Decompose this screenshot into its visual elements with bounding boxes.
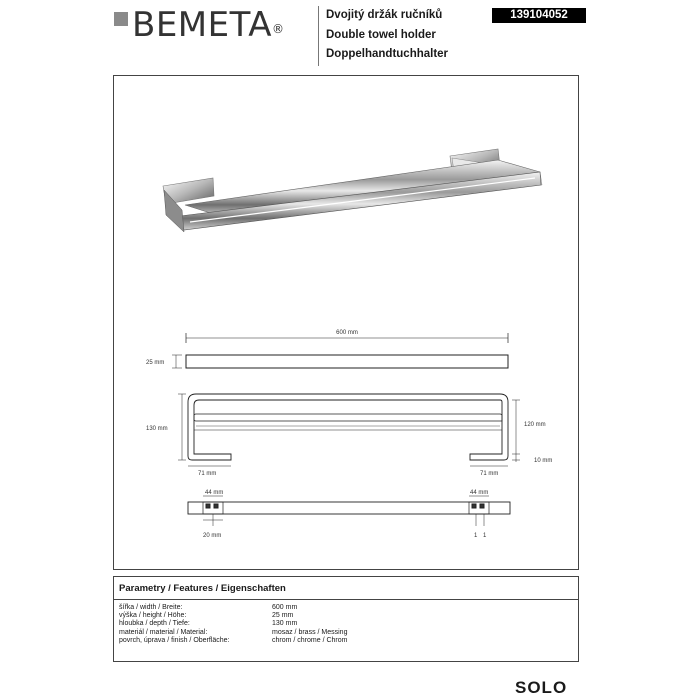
table-row [119,637,347,645]
width-dimension: 600 mm [336,330,358,336]
param-value: 130 mm [272,620,298,628]
back-view [188,496,510,526]
title-czech: Dvojitý držák ručníků [326,9,443,21]
title-german: Doppelhandtuchhalter [326,48,449,60]
product-code-badge: 139104052 [492,8,586,23]
table-row [119,604,347,612]
param-label: hloubka / depth / Tiefe: [119,620,190,628]
title-english: Double towel holder [326,28,436,41]
product-photo [163,149,542,232]
left-mount-dimension: 71 mm [198,471,217,477]
series-name: SOLO [515,678,568,697]
parameters-divider [114,599,578,600]
param-value: chrom / chrome / Chrom [272,636,348,644]
param-value: 25 mm [272,612,294,620]
offset-dimension: 10 mm [534,458,553,464]
left-plate-dimension: 44 mm [205,490,224,496]
parameters-panel [113,576,579,662]
screw-mark-1: 1 [474,533,478,539]
param-value: 600 mm [272,604,298,611]
side-view [178,394,520,466]
registered-mark: ® [272,22,285,36]
screw-mark-2: 1 [483,533,487,539]
param-value: mosaz / brass / Messing [272,628,348,636]
depth-dimension: 130 mm [146,426,168,432]
brand-name: BEMETA [132,5,273,45]
parameters-title: Parametry / Features / Eigenschaften [119,583,286,594]
right-plate-dimension: 44 mm [470,490,489,496]
param-label: materiál / material / Material: [119,628,208,636]
right-mount-dimension: 71 mm [480,471,499,477]
table-row [119,620,347,628]
param-label: povrch, úprava / finish / Oberfläche: [119,636,230,644]
table-row [119,629,347,637]
table-row [119,612,347,620]
param-label: šířka / width / Breite: [119,604,183,611]
parameters-table [119,604,347,645]
front-view [172,333,508,368]
inner-depth-dimension: 120 mm [524,422,546,428]
plate-height-dimension: 20 mm [203,533,222,539]
height-dimension: 25 mm [146,360,165,366]
param-label: výška / height / Höhe: [119,612,187,620]
